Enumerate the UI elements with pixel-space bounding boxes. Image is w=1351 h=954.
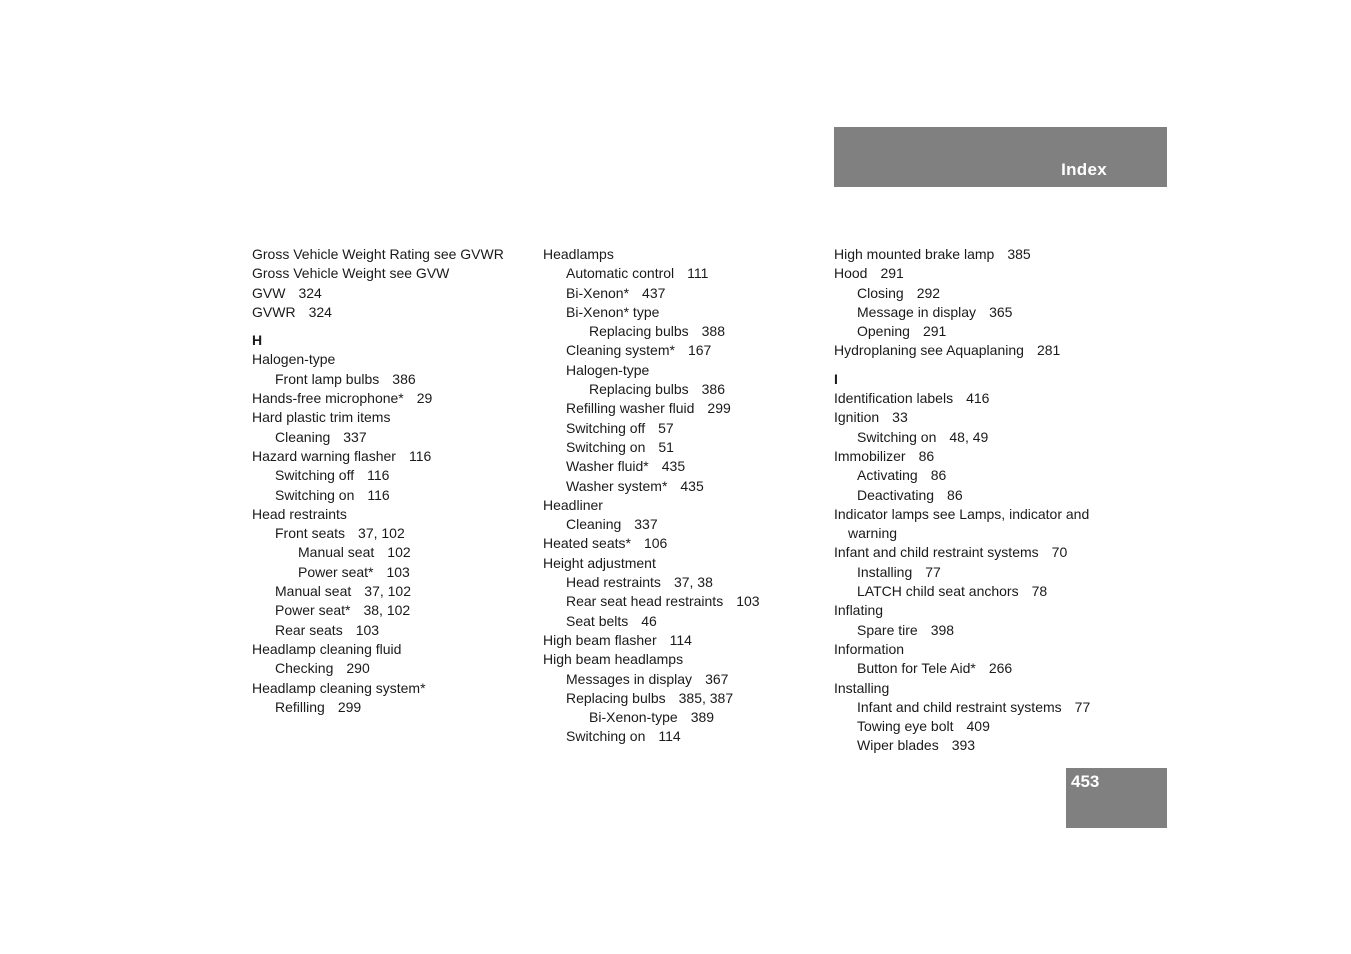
index-entry bbox=[543, 380, 828, 399]
entry-term: Washer fluid* bbox=[566, 458, 649, 475]
entry-term: Activating bbox=[857, 467, 918, 484]
index-entry bbox=[543, 573, 828, 592]
index-entry bbox=[834, 621, 1119, 640]
index-entry bbox=[834, 505, 1123, 544]
index-entry bbox=[834, 698, 1119, 717]
index-entry bbox=[834, 601, 1119, 620]
entry-term: Wiper blades bbox=[857, 737, 939, 754]
index-entry bbox=[834, 717, 1119, 736]
entry-term: Switching on bbox=[857, 428, 937, 445]
index-entry bbox=[834, 466, 1119, 485]
entry-term: Gross Vehicle Weight Rating see GVWR bbox=[252, 246, 504, 262]
index-entry bbox=[543, 554, 828, 573]
entry-term: Indicator lamps see Lamps, indicator and warning bbox=[834, 505, 1090, 542]
entry-term: Cleaning system* bbox=[566, 342, 675, 359]
index-entry bbox=[252, 563, 537, 582]
entry-page-ref[interactable]: 291 bbox=[922, 323, 947, 340]
index-entry bbox=[252, 505, 537, 524]
entry-page-ref[interactable]: 324 bbox=[298, 284, 322, 301]
entry-term: Halogen-type bbox=[566, 361, 650, 378]
index-entry bbox=[252, 679, 537, 698]
entry-term: Heated seats* bbox=[543, 535, 631, 552]
entry-page-ref[interactable]: 386 bbox=[392, 370, 416, 387]
index-entry bbox=[252, 582, 537, 601]
entry-page-ref[interactable]: 86 bbox=[947, 486, 963, 503]
entry-term: Messages in display bbox=[566, 670, 693, 687]
entry-term: Bi-Xenon* type bbox=[566, 303, 660, 320]
index-entry bbox=[252, 486, 537, 505]
index-entry bbox=[252, 601, 537, 620]
section-letter-text: I bbox=[834, 370, 838, 387]
entry-page-ref[interactable]: 416 bbox=[966, 390, 990, 407]
entry-page-ref[interactable]: 103 bbox=[355, 621, 380, 638]
entry-page-ref[interactable]: 388 bbox=[701, 323, 725, 340]
entry-term: LATCH child seat anchors bbox=[857, 583, 1019, 600]
entry-term: Headlamp cleaning fluid bbox=[252, 640, 402, 657]
entry-term: Head restraints bbox=[566, 574, 661, 591]
entry-term: Cleaning bbox=[275, 428, 331, 445]
index-entry bbox=[834, 736, 1119, 755]
entry-term: Switching on bbox=[566, 728, 646, 745]
entry-term: Refilling bbox=[275, 698, 325, 715]
entry-page-ref[interactable]: 385 bbox=[1007, 246, 1031, 262]
entry-page-ref[interactable]: 299 bbox=[337, 698, 362, 715]
entry-term: GVW bbox=[252, 284, 286, 301]
entry-page-ref[interactable]: 398 bbox=[930, 621, 955, 638]
entry-term: Ignition bbox=[834, 409, 880, 426]
entry-term: Refilling washer fluid bbox=[566, 400, 695, 417]
entry-page-ref[interactable]: 111 bbox=[687, 265, 709, 282]
entry-page-ref[interactable]: 291 bbox=[880, 265, 904, 282]
entry-page-ref[interactable]: 37, 102 bbox=[358, 525, 405, 542]
index-entry bbox=[543, 322, 828, 341]
entry-page-ref[interactable]: 435 bbox=[661, 458, 686, 475]
entry-term: Hazard warning flasher bbox=[252, 447, 396, 464]
index-entry bbox=[543, 515, 828, 534]
entry-term: Rear seat head restraints bbox=[566, 593, 724, 610]
entry-page-ref[interactable]: 38, 102 bbox=[363, 602, 411, 619]
index-entry bbox=[252, 408, 537, 427]
entry-term: Switching on bbox=[275, 486, 355, 503]
entry-term: High beam headlamps bbox=[543, 651, 684, 668]
section-letter bbox=[834, 370, 1119, 389]
entry-page-ref[interactable]: 167 bbox=[687, 342, 712, 359]
entry-page-ref[interactable]: 102 bbox=[387, 544, 411, 561]
entry-term: Switching off bbox=[275, 467, 355, 484]
entry-page-ref[interactable]: 337 bbox=[634, 516, 658, 533]
index-entry bbox=[543, 670, 828, 689]
entry-term: Spare tire bbox=[857, 621, 918, 638]
index-entry bbox=[834, 543, 1119, 562]
index-entry bbox=[252, 466, 537, 485]
index-entry bbox=[252, 245, 537, 264]
index-column-1 bbox=[252, 245, 537, 717]
entry-page-ref[interactable]: 70 bbox=[1051, 544, 1068, 561]
index-entry bbox=[252, 543, 537, 562]
index-entry bbox=[834, 303, 1119, 322]
entry-page-ref[interactable]: 116 bbox=[408, 447, 432, 464]
entry-term: Information bbox=[834, 640, 905, 657]
entry-page-ref[interactable]: 337 bbox=[343, 428, 367, 445]
entry-term: Rear seats bbox=[275, 621, 343, 638]
entry-term: Deactivating bbox=[857, 486, 935, 503]
index-entry bbox=[834, 322, 1119, 341]
entry-term: Manual seat bbox=[275, 583, 352, 600]
index-entry bbox=[834, 284, 1119, 303]
section-letter bbox=[252, 331, 537, 350]
index-entry bbox=[252, 370, 537, 389]
index-entry bbox=[834, 563, 1119, 582]
index-entry bbox=[834, 582, 1119, 601]
index-entry bbox=[834, 408, 1119, 427]
index-entry bbox=[834, 659, 1119, 678]
entry-term: Switching on bbox=[566, 438, 646, 455]
index-entry bbox=[543, 245, 828, 264]
entry-page-ref[interactable]: 281 bbox=[1036, 342, 1061, 359]
entry-term: Bi-Xenon-type bbox=[589, 709, 678, 726]
index-entry bbox=[252, 303, 537, 322]
entry-page-ref[interactable]: 29 bbox=[416, 390, 433, 407]
index-entry bbox=[543, 419, 828, 438]
entry-term: High beam flasher bbox=[543, 631, 657, 648]
entry-term: Height adjustment bbox=[543, 554, 656, 571]
index-entry bbox=[834, 245, 1119, 264]
entry-page-ref[interactable]: 409 bbox=[966, 718, 990, 735]
index-column-3 bbox=[834, 245, 1119, 756]
entry-page-ref[interactable]: 367 bbox=[705, 670, 729, 687]
entry-term: Manual seat bbox=[298, 544, 375, 561]
index-entry bbox=[834, 447, 1119, 466]
index-entry bbox=[543, 303, 828, 322]
entry-page-ref[interactable]: 435 bbox=[680, 477, 704, 494]
entry-page-ref[interactable]: 51 bbox=[658, 438, 674, 455]
section-letter-text: H bbox=[252, 332, 263, 349]
index-entry bbox=[543, 708, 828, 727]
entry-term: Head restraints bbox=[252, 505, 347, 522]
index-entry bbox=[543, 264, 828, 283]
index-entry bbox=[834, 640, 1119, 659]
entry-page-ref[interactable]: 46 bbox=[641, 612, 657, 629]
entry-term: Automatic control bbox=[566, 265, 675, 282]
entry-page-ref[interactable]: 57 bbox=[658, 419, 674, 436]
entry-term: Front lamp bulbs bbox=[275, 370, 380, 387]
index-entry bbox=[252, 698, 537, 717]
index-entry bbox=[543, 399, 828, 418]
entry-page-ref[interactable]: 116 bbox=[367, 486, 390, 503]
entry-page-ref[interactable]: 266 bbox=[988, 660, 1013, 677]
page-number-box bbox=[1066, 768, 1167, 828]
entry-page-ref[interactable]: 290 bbox=[346, 660, 370, 677]
entry-term: Headliner bbox=[543, 496, 603, 513]
entry-term: Replacing bulbs bbox=[589, 323, 689, 340]
index-column-2 bbox=[543, 245, 828, 747]
entry-term: Replacing bulbs bbox=[589, 381, 689, 398]
index-entry bbox=[834, 679, 1119, 698]
entry-term: Hood bbox=[834, 265, 868, 282]
entry-page-ref[interactable]: 393 bbox=[951, 737, 976, 754]
entry-term: Switching off bbox=[566, 419, 646, 436]
entry-page-ref[interactable]: 114 bbox=[669, 631, 692, 648]
index-entry bbox=[252, 284, 537, 303]
index-entry bbox=[543, 477, 828, 496]
index-entry bbox=[252, 447, 537, 466]
entry-page-ref[interactable]: 33 bbox=[892, 409, 908, 426]
entry-term: Washer system* bbox=[566, 477, 668, 494]
index-entry bbox=[543, 612, 828, 631]
entry-page-ref[interactable]: 299 bbox=[707, 400, 731, 417]
index-entry bbox=[252, 428, 537, 447]
entry-term: Hands-free microphone* bbox=[252, 390, 404, 407]
page-title: Index bbox=[1061, 160, 1107, 179]
entry-page-ref[interactable]: 116 bbox=[367, 467, 390, 484]
entry-page-ref[interactable]: 389 bbox=[690, 709, 715, 726]
entry-page-ref[interactable]: 386 bbox=[701, 381, 725, 398]
entry-term: Hard plastic trim items bbox=[252, 409, 391, 426]
entry-term: Checking bbox=[275, 660, 334, 677]
entry-term: Closing bbox=[857, 284, 904, 301]
index-entry bbox=[543, 457, 828, 476]
entry-page-ref[interactable]: 103 bbox=[386, 563, 410, 580]
entry-page-ref[interactable]: 37, 38 bbox=[673, 574, 713, 591]
index-entry bbox=[543, 361, 828, 380]
entry-term: Power seat* bbox=[275, 602, 351, 619]
entry-page-ref[interactable]: 385, 387 bbox=[678, 689, 734, 706]
index-entry bbox=[543, 727, 828, 746]
entry-term: Identification labels bbox=[834, 390, 954, 407]
entry-page-ref[interactable]: 324 bbox=[308, 303, 332, 320]
entry-term: Installing bbox=[834, 679, 890, 696]
entry-page-ref[interactable]: 437 bbox=[642, 284, 666, 301]
entry-term: Installing bbox=[857, 563, 913, 580]
entry-term: High mounted brake lamp bbox=[834, 246, 995, 262]
index-entry bbox=[834, 341, 1119, 360]
index-entry bbox=[543, 438, 828, 457]
entry-page-ref[interactable]: 365 bbox=[989, 303, 1013, 320]
index-entry bbox=[252, 350, 537, 369]
index-entry bbox=[543, 650, 828, 669]
entry-term: Cleaning bbox=[566, 516, 622, 533]
index-entry bbox=[252, 621, 537, 640]
page-number: 453 bbox=[1071, 772, 1100, 791]
entry-page-ref[interactable]: 103 bbox=[736, 593, 760, 610]
index-entry bbox=[543, 284, 828, 303]
entry-term: Towing eye bolt bbox=[857, 718, 954, 735]
index-entry bbox=[252, 264, 537, 283]
entry-term: GVWR bbox=[252, 303, 296, 320]
index-entry bbox=[834, 389, 1119, 408]
index-entry bbox=[543, 689, 828, 708]
index-entry bbox=[834, 428, 1119, 447]
index-entry bbox=[543, 534, 828, 553]
entry-page-ref[interactable]: 48, 49 bbox=[949, 428, 989, 445]
entry-term: Replacing bulbs bbox=[566, 689, 666, 706]
index-entry bbox=[834, 486, 1119, 505]
entry-term: Inflating bbox=[834, 602, 884, 619]
entry-term: Headlamps bbox=[543, 246, 614, 262]
entry-term: Button for Tele Aid* bbox=[857, 660, 976, 677]
index-entry bbox=[543, 341, 828, 360]
index-entry bbox=[543, 592, 828, 611]
entry-page-ref[interactable]: 78 bbox=[1031, 583, 1048, 600]
index-entry bbox=[252, 524, 537, 543]
entry-term: Bi-Xenon* bbox=[566, 284, 630, 301]
entry-term: Message in display bbox=[857, 303, 977, 320]
entry-page-ref[interactable]: 86 bbox=[930, 467, 947, 484]
entry-page-ref[interactable]: 77 bbox=[925, 563, 941, 580]
entry-page-ref[interactable]: 106 bbox=[643, 535, 668, 552]
entry-page-ref[interactable]: 86 bbox=[918, 447, 935, 464]
entry-page-ref[interactable]: 114 bbox=[658, 728, 681, 745]
index-entry bbox=[252, 640, 537, 659]
header-bar bbox=[834, 127, 1167, 187]
entry-term: Hydroplaning see Aquaplaning bbox=[834, 342, 1024, 359]
index-entry bbox=[834, 264, 1119, 283]
index-entry bbox=[252, 659, 537, 678]
entry-term: Opening bbox=[857, 323, 910, 340]
index-entry bbox=[543, 496, 828, 515]
entry-page-ref[interactable]: 37, 102 bbox=[364, 583, 411, 600]
index-entry bbox=[543, 631, 828, 650]
entry-term: Halogen-type bbox=[252, 351, 336, 368]
entry-term: Power seat* bbox=[298, 563, 374, 580]
index-entry bbox=[252, 389, 537, 408]
entry-page-ref[interactable]: 292 bbox=[916, 284, 941, 301]
entry-page-ref[interactable]: 77 bbox=[1074, 698, 1091, 715]
entry-term: Immobilizer bbox=[834, 447, 906, 464]
entry-term: Front seats bbox=[275, 525, 346, 542]
entry-term: Headlamp cleaning system* bbox=[252, 679, 426, 696]
entry-term: Infant and child restraint systems bbox=[857, 698, 1062, 715]
entry-term: Infant and child restraint systems bbox=[834, 544, 1039, 561]
entry-term: Gross Vehicle Weight see GVW bbox=[252, 265, 450, 282]
entry-term: Seat belts bbox=[566, 612, 629, 629]
